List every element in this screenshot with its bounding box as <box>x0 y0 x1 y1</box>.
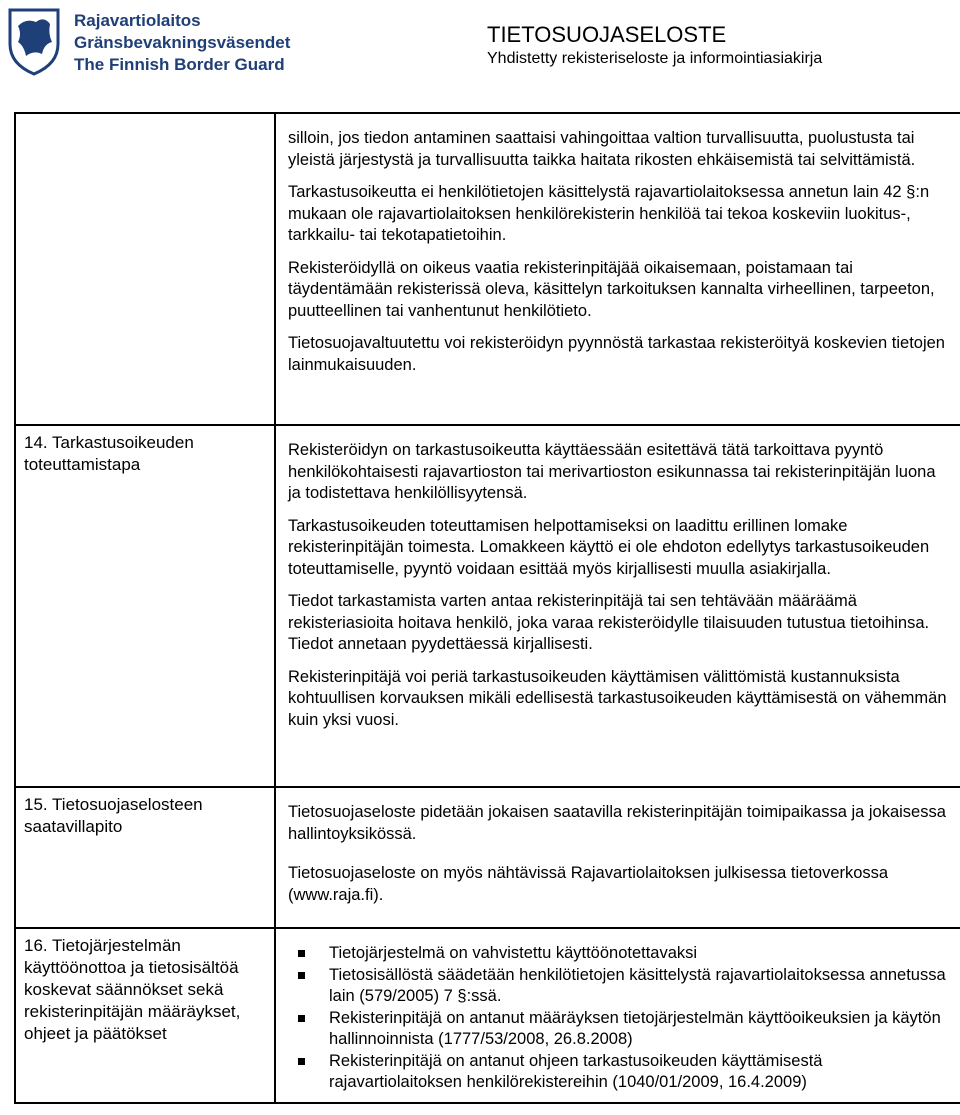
logo-wordmark <box>74 10 290 76</box>
row-label <box>16 114 274 120</box>
table-row <box>15 787 960 928</box>
border-guard-logo <box>4 4 291 82</box>
list-item-text: Tietosisällöstä säädetään henkilötietojen käsittelystä rajavartiolaitoksessa annetussa lain (579/2005) 7 §:ssä. <box>329 965 946 1005</box>
paragraph: Tarkastusoikeutta ei henkilötietojen käsittelystä rajavartiolaitoksessa annetun lain 42 §:n mukaan ole rajavartiolaitoksen henkilörekisterin henkilöä tai tekoa koskeviin luokitus-, tarkkailu- tai tekotapatietoihin. <box>288 183 930 244</box>
paragraph: Rekisteröidyllä on oikeus vaatia rekisterinpitäjää oikaisemaan, poistamaan tai täydentämään rekisterissä oleva, käsittelyn tarkoituksen kannalta virheellinen, tarpeeton, puutteellinen tai vanhentunut henkilötieto. <box>288 258 935 320</box>
row-label: 15. Tietosuojaselosteen saatavillapito <box>24 795 203 836</box>
list-item <box>276 1051 949 1094</box>
document-header <box>0 0 960 100</box>
bullet-square-icon <box>298 972 305 979</box>
row-content-cell <box>275 425 960 787</box>
bullet-square-icon <box>298 950 305 957</box>
bullet-square-icon <box>298 1058 305 1065</box>
row-label-cell <box>15 425 275 787</box>
list-item <box>276 965 949 1008</box>
paragraph: Tiedot tarkastamista varten antaa rekisterinpitäjä tai sen tehtävään määräämä rekisteriasioita hoitava henkilö, joka varaa rekisteröidylle tilaisuuden tutustua tietoihinsa. Tiedot annetaan pyydettäessä kirjallisesti. <box>288 592 930 653</box>
paragraph: Tietosuojaseloste pidetään jokaisen saatavilla rekisterinpitäjän toimipaikassa ja jokaisessa hallintoyksikössä. <box>288 803 946 843</box>
list-item <box>276 943 949 965</box>
row-content-cell <box>275 113 960 425</box>
register-table <box>14 112 960 1104</box>
table-row <box>15 928 960 1103</box>
row-label: 16. Tietojärjestelmän käyttöönottoa ja tietosisältöä koskevat säännökset sekä rekisterinpitäjän määräykset, ohjeet ja päätökset <box>24 936 241 1043</box>
list-item-text: Rekisterinpitäjä on antanut ohjeen tarkastusoikeuden käyttämisestä rajavartiolaitoksen henkilörekistereihin (1040/01/2009, 16.4.2009) <box>329 1051 823 1091</box>
logo-line-en: The Finnish Border Guard <box>74 55 285 74</box>
paragraph: Tarkastusoikeuden toteuttamisen helpottamiseksi on laadittu erillinen lomake rekisterinpitäjän toimesta. Lomakkeen käyttö ei ole ehdoton edellytys tarkastusoikeuden toteuttamiselle, pyyntö voidaan esittää myös kirjallisesti muulla asiakirjalla. <box>288 516 930 578</box>
document-subtitle: Yhdistetty rekisteriseloste ja informointiasiakirja <box>487 50 823 67</box>
table-row <box>15 113 960 425</box>
row-label-cell <box>15 787 275 928</box>
list-item-text: Rekisterinpitäjä on antanut määräyksen tietojärjestelmän käyttöoikeuksien ja käytön hallinnoinnista (1777/53/2008, 26.8.2008) <box>329 1008 941 1048</box>
document-title: TIETOSUOJASELOSTE <box>487 22 727 47</box>
list-item <box>276 1008 949 1051</box>
bullet-list <box>276 943 960 1094</box>
list-item-text: Tietojärjestelmä on vahvistettu käyttöönotettavaksi <box>329 944 698 962</box>
row-content-cell <box>275 928 960 1103</box>
paragraph: Tietosuojaseloste on myös nähtävissä Rajavartiolaitoksen julkisessa tietoverkossa (www.raja.fi). <box>288 864 889 904</box>
row-content-cell <box>275 787 960 928</box>
table-row <box>15 425 960 787</box>
bullet-square-icon <box>298 1015 305 1022</box>
logo-line-fi: Rajavartiolaitos <box>74 11 201 30</box>
row-label: 14. Tarkastusoikeuden toteuttamistapa <box>24 433 194 474</box>
paragraph: Rekisteröidyn on tarkastusoikeutta käyttäessään esitettävä tätä tarkoittava pyyntö henkilökohtaisesti rajavartioston tai merivartioston esikunnassa tai rekisterinpitäjän luona ja todistettava henkilöllisyytensä. <box>288 441 936 502</box>
logo-line-sv: Gränsbevakningsväsendet <box>74 33 291 52</box>
paragraph: Tietosuojavaltuutettu voi rekisteröidyn pyynnöstä tarkastaa rekisteröityä koskevien tietojen lainmukaisuuden. <box>288 334 945 374</box>
border-guard-emblem-icon <box>4 4 66 76</box>
row-label-cell <box>15 113 275 425</box>
title-block <box>487 22 822 69</box>
paragraph: Rekisterinpitäjä voi periä tarkastusoikeuden käyttämisen välittömistä kustannuksista kohtuullisen korvauksen mikäli edellisestä tarkastusoikeuden käyttämisestä on vähemmän kuin yksi vuosi. <box>288 667 947 729</box>
paragraph: silloin, jos tiedon antaminen saattaisi vahingoittaa valtion turvallisuutta, puolustusta tai yleistä järjestystä ja turvallisuutta taikka haitata rikosten ehkäisemistä tai selvittämistä. <box>288 129 916 169</box>
row-label-cell <box>15 928 275 1103</box>
